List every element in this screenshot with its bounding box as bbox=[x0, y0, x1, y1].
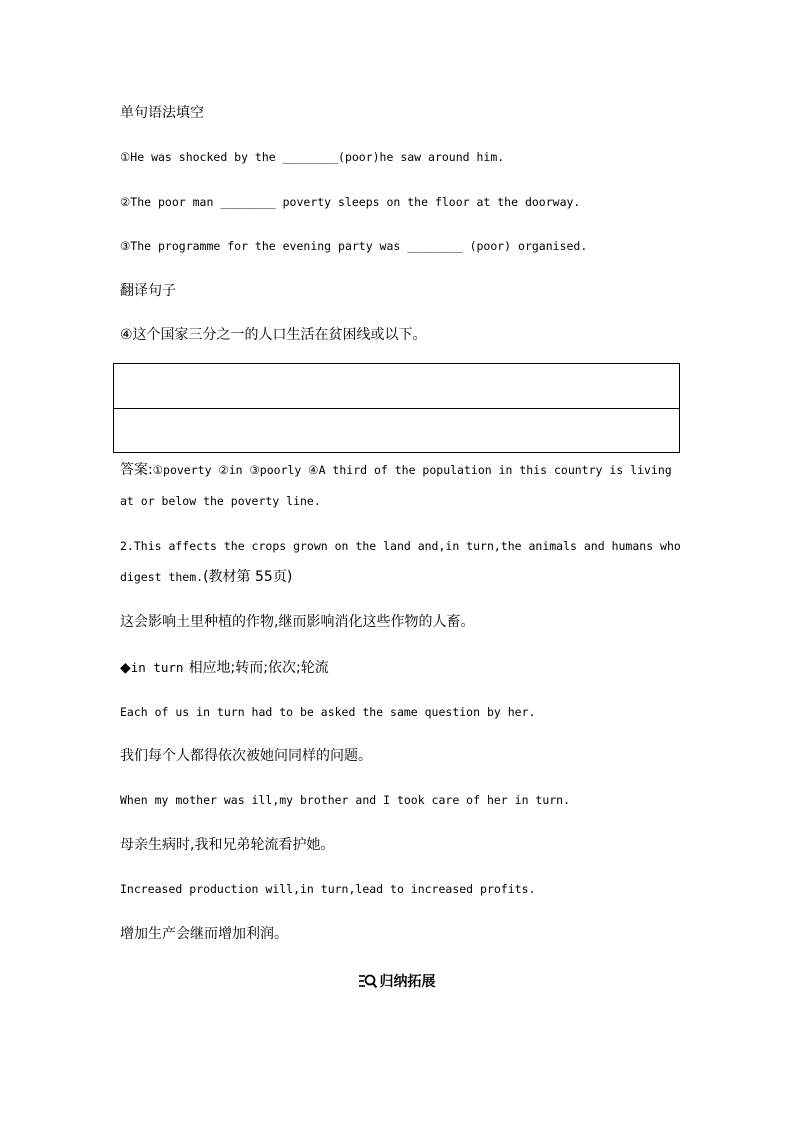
answer-writing-box bbox=[113, 363, 680, 453]
example-zh-1: 我们每个人都得依次被她问同样的问题。 bbox=[120, 748, 372, 764]
exercise-3: ③The programme for the evening party was ________ (poor) organised. bbox=[120, 239, 588, 253]
summary-heading bbox=[0, 970, 794, 994]
answer-label: 答案: bbox=[120, 462, 153, 478]
phrase-meaning: 相应地;转而;依次;轮流 bbox=[188, 660, 329, 676]
example-en-2: When my mother was ill,my brother and I took care of her in turn. bbox=[120, 793, 571, 807]
exercise-2: ②The poor man ________ poverty sleeps on the floor at the doorway. bbox=[120, 195, 581, 209]
magnifier-list-icon bbox=[359, 973, 377, 989]
section-heading-grammar: 单句语法填空 bbox=[120, 105, 204, 121]
phrase-term: in turn bbox=[130, 660, 184, 675]
item2-translation: 这会影响土里种植的作物,继而影响消化这些作物的人畜。 bbox=[120, 614, 475, 630]
exercise-1: ①He was shocked by the ________(poor)he saw around him. bbox=[120, 150, 505, 164]
example-en-3: Increased production will,in turn,lead to increased profits. bbox=[120, 882, 536, 896]
phrase-line bbox=[120, 657, 329, 678]
answer-box-row-1 bbox=[114, 364, 679, 408]
diamond-bullet-icon: ◆ bbox=[120, 660, 131, 676]
example-zh-3: 增加生产会继而增加利润。 bbox=[120, 926, 288, 942]
item2-block bbox=[120, 531, 690, 593]
summary-label: 归纳拓展 bbox=[379, 974, 436, 990]
answer-text: ①poverty ②in ③poorly ④A third of the population in this country is living at or below the poverty line. bbox=[120, 463, 672, 508]
answer-block bbox=[120, 455, 680, 517]
example-zh-2: 母亲生病时,我和兄弟轮流看护她。 bbox=[120, 837, 335, 853]
section-heading-translate: 翻译句子 bbox=[120, 283, 176, 299]
exercise-4: ④这个国家三分之一的人口生活在贫困线或以下。 bbox=[120, 327, 427, 343]
example-en-1: Each of us in turn had to be asked the same question by her. bbox=[120, 705, 536, 719]
answer-box-row-2 bbox=[114, 408, 679, 452]
item2-source: (教材第 55页) bbox=[203, 569, 293, 585]
item2-sentence: 2.This affects the crops grown on the land and,in turn,the animals and humans who digest them. bbox=[120, 539, 681, 584]
